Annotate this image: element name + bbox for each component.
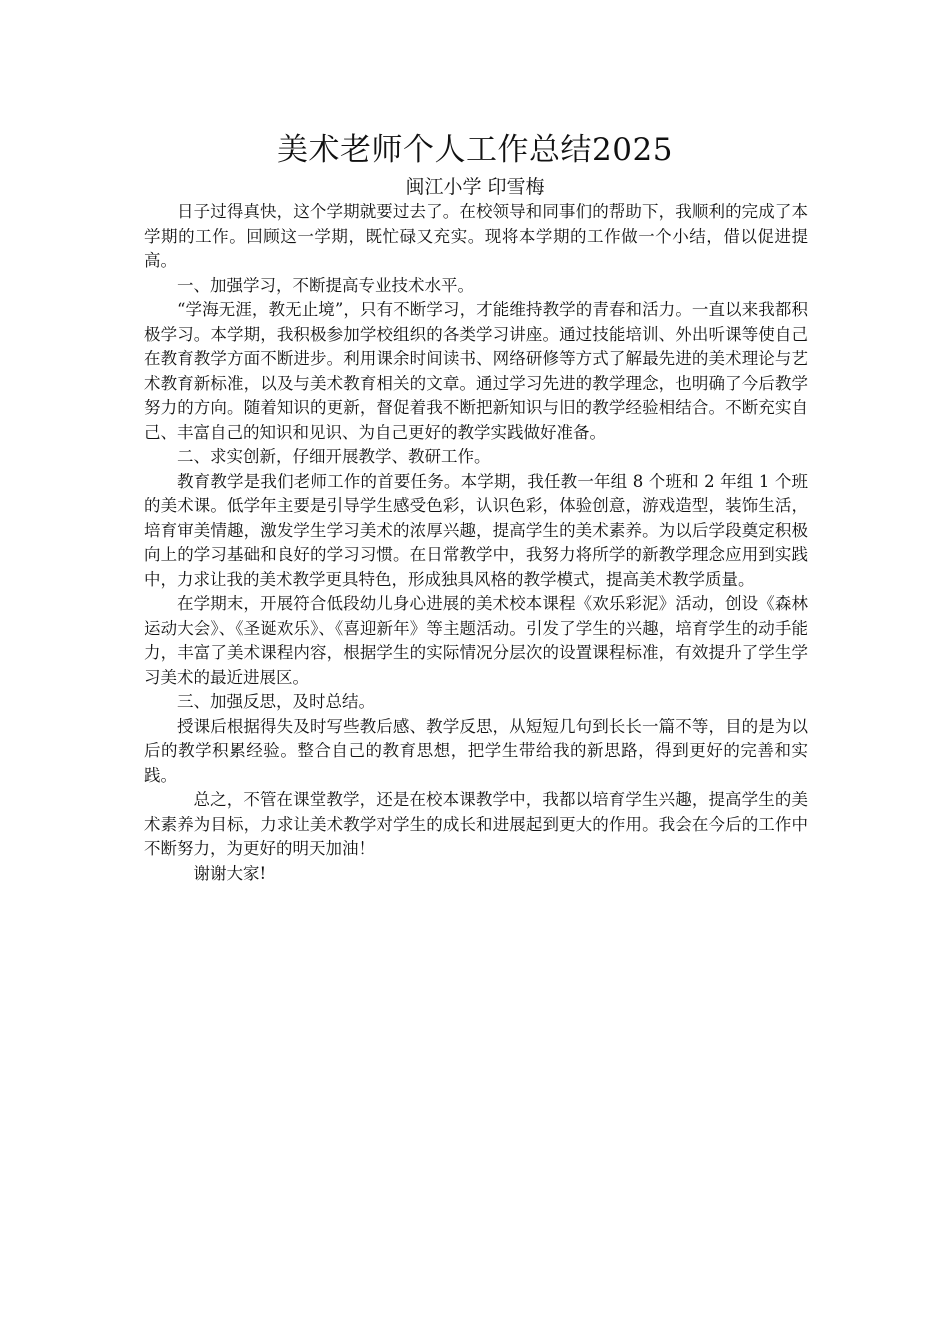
paragraph-intro: 日子过得真快，这个学期就要过去了。在校领导和同事们的帮助下，我顺利的完成了本学期的工作。回顾这一学期，既忙碌又充实。现将本学期的工作做一个小结，借以促进提高。 <box>144 202 808 270</box>
paragraph-study: “学海无涯，教无止境”，只有不断学习，才能维持教学的青春和活力。一直以来我都积极学习。本学期，我积极参加学校组织的各类学习讲座。通过技能培训、外出听课等使自己在教育教学方面不断进步。利用课余时间读书、网络研修等方式了解最先进的美术理论与艺术教育新标准，以及与美术教育相关的文章。通过学习先进的教学理念，也明确了今后教学努力的方向。随着知识的更新，督促着我不断把新知识与旧的教学经验相结合。不断充实自己、丰富自己的知识和见识、为自己更好的教学实践做好准备。 <box>144 300 808 442</box>
paragraph-activities: 在学期末，开展符合低段幼儿身心进展的美术校本课程《欢乐彩泥》活动，创设《森林运动大会》、《圣诞欢乐》、《喜迎新年》等主题活动。引发了学生的兴趣，培育学生的动手能力，丰富了美术课程内容，根据学生的实际情况分层次的设置课程标准，有效提升了学生学习美术的最近进展区。 <box>144 594 808 687</box>
paragraph-reflection: 授课后根据得失及时写些教后感、教学反思，从短短几句到长长一篇不等，目的是为以后的教学积累经验。整合自己的教育思想，把学生带给我的新思路，得到更好的完善和实践。 <box>144 716 808 785</box>
document-body <box>144 200 808 886</box>
section-heading-3: 三、加强反思，及时总结。 <box>177 692 375 711</box>
author-line: 闽江小学 印雪梅 <box>405 176 545 198</box>
section-heading-1: 一、加强学习，不断提高专业技术水平。 <box>177 275 474 295</box>
document-title: 美术老师个人工作总结2025 <box>277 132 673 168</box>
section-heading-2: 二、求实创新，仔细开展教学、教研工作。 <box>177 447 491 466</box>
closing-thanks: 谢谢大家! <box>193 863 267 883</box>
paragraph-teaching: 教育教学是我们老师工作的首要任务。本学期，我任教一年组 8 个班和 2 年组 1 个班的美术课。低学年主要是引导学生感受色彩，认识色彩，体验创意，游戏造型，装饰生活，培育审美情趣，激发学生学习美术的浓厚兴趣，提高学生的美术素养。为以后学段奠定积极向上的学习基础和良好的学习习惯。在日常教学中，我努力将所学的新教学理念应用到实践中，力求让我的美术教学更具特色，形成独具风格的教学模式，提高美术教学质量。 <box>144 471 808 589</box>
paragraph-conclusion: 总之，不管在课堂教学，还是在校本课教学中，我都以培育学生兴趣，提高学生的美术素养为目标，力求让美术教学对学生的成长和进展起到更大的作用。我会在今后的工作中不断努力，为更好的明天加油！ <box>144 790 808 858</box>
